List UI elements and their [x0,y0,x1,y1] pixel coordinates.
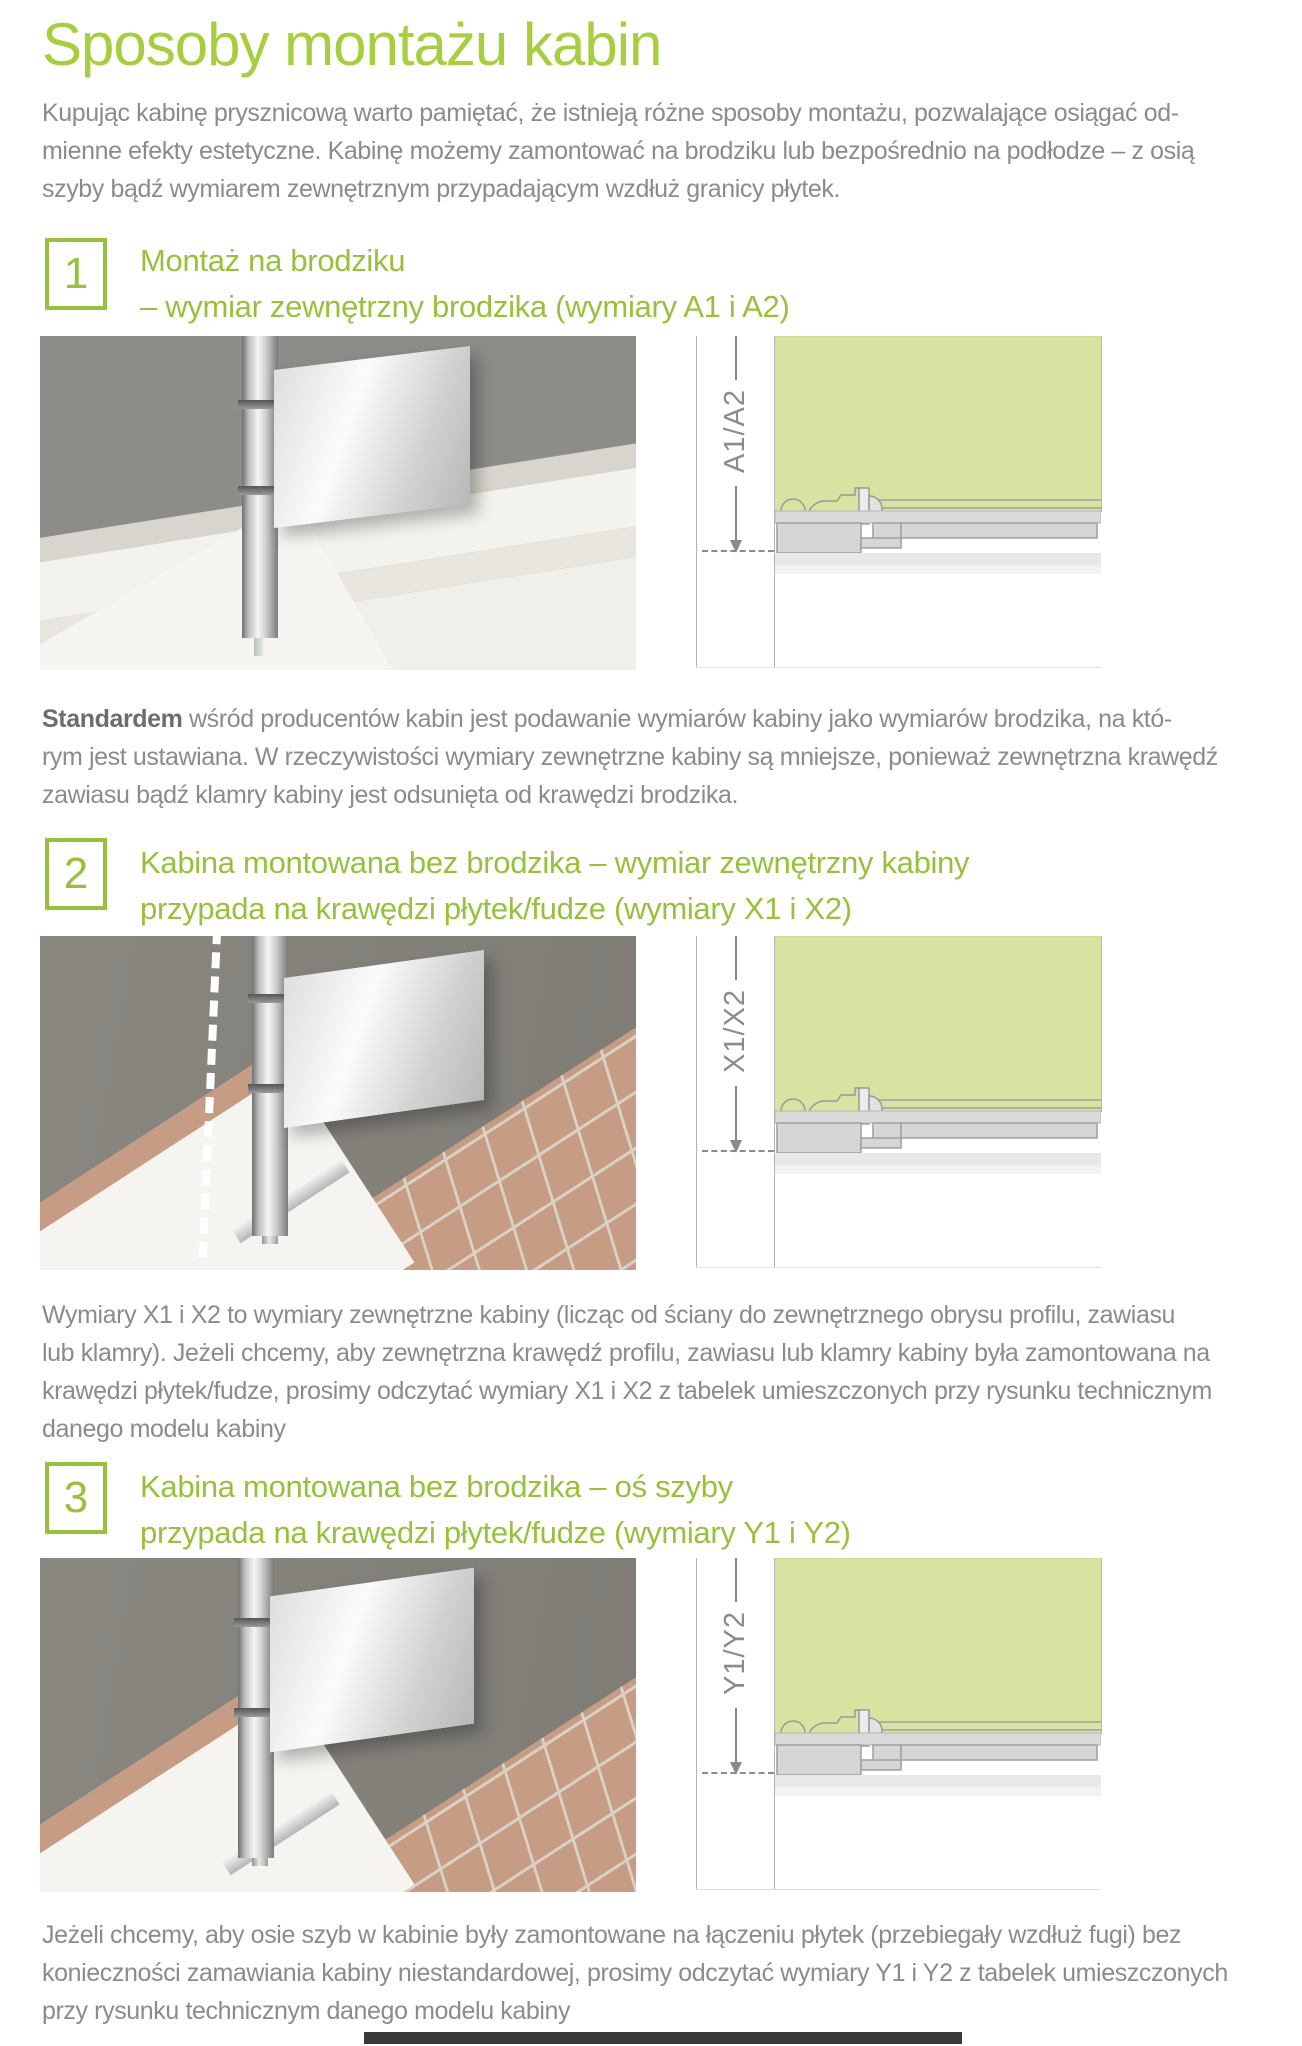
glass-clamp-plate-graphic [270,1568,474,1753]
section-3-images-row [0,1558,1302,1892]
paragraph-line: krawędzi płytek/fudze, prosimy odczytać wymiary X1 i X2 z tabelek umieszczonych przy rysunku technicznym [42,1377,1212,1405]
section-2-heading [140,840,969,932]
dashed-reference-line [702,550,774,552]
intro-paragraph [42,94,1282,208]
section-1-heading-line-1: Montaż na brodziku [140,243,406,278]
paragraph-line: wśród producentów kabin jest podawanie wymiarów kabiny jako wymiarów brodzika, na któ- [182,705,1172,733]
section-1-images-row [0,336,1302,670]
paragraph-line: Wymiary X1 i X2 to wymiary zewnętrzne kabiny (licząc od ściany do zewnętrznego obrysu profilu, zawiasu [42,1301,1176,1329]
dashed-reference-line [702,1150,774,1152]
section-1-number-box [45,238,107,310]
diagram-dimension-label: X1/X2 [719,989,751,1073]
glass-clamp-plate-graphic [284,950,484,1128]
standard-paragraph [42,700,1282,814]
section-2-number-box [45,838,107,910]
dimension-line [735,1086,737,1140]
diagram-tray-cross-section [696,336,1101,668]
dimension-line [735,1708,737,1762]
section-1-heading [140,238,789,330]
section-1-heading-line-2: – wymiar zewnętrzny brodzika (wymiary A1 i A2) [140,289,790,324]
profile-cross-section-graphic [775,1084,1101,1176]
x-dims-paragraph [42,1296,1282,1448]
section-3-number-box [45,1462,107,1534]
dashed-reference-line [702,1772,774,1774]
page-title: Sposoby montażu kabin [42,11,662,78]
section-3-heading-line-2: przypada na krawędzi płytek/fudze (wymiary Y1 i Y2) [140,1515,851,1550]
bold-lead: Standardem [42,705,183,733]
y-dims-paragraph [42,1916,1282,2030]
section-3-number: 3 [63,1473,89,1522]
intro-line: szyby bądź wymiarem zewnętrznym przypadającym wzdłuż granicy płytek. [42,175,841,203]
section-2-images-row [0,936,1302,1270]
section-2-heading-line-1: Kabina montowana bez brodzika – wymiar zewnętrzny kabiny [140,845,970,880]
footer-bar [364,2032,962,2044]
diagram-border-line [696,1558,697,1889]
profile-cross-section-graphic [775,484,1101,576]
diagram-border-line [696,936,697,1267]
photo-hinge-on-tray [40,336,636,670]
profile-cross-section-graphic [775,1706,1101,1798]
paragraph-line: zawiasu bądź klamry kabiny jest odsunięta od krawędzi brodzika. [42,781,738,809]
diagram-dimension-label: Y1/Y2 [719,1611,751,1695]
section-3-heading-line-1: Kabina montowana bez brodzika – oś szyby [140,1469,733,1504]
glass-clamp-plate-graphic [274,346,470,528]
paragraph-line: konieczności zamawiania kabiny niestandardowej, prosimy odczytać wymiary Y1 i Y2 z tabelek umieszczonych [42,1959,1228,1987]
section-1-number: 1 [63,249,89,298]
diagram-glass-axis-cross-section [696,1558,1101,1890]
paragraph-line: przy rysunku technicznym danego modelu kabiny [42,1997,571,2025]
section-2-number: 2 [63,849,89,898]
paragraph-line: rym jest ustawiana. W rzeczywistości wymiary zewnętrzne kabiny są mniejsze, ponieważ zewnętrzna krawędź [42,743,1218,771]
photo-hinge-on-tiles [40,1558,636,1892]
section-2-heading-line-2: przypada na krawędzi płytek/fudze (wymiary X1 i X2) [140,891,852,926]
diagram-dimension-label: A1/A2 [719,389,751,473]
paragraph-line: lub klamry). Jeżeli chcemy, aby zewnętrzna krawędź profilu, zawiasu lub klamry kabiny była zamontowana na [42,1339,1210,1367]
paragraph-line: danego modelu kabiny [42,1415,286,1443]
intro-line: mienne efekty estetyczne. Kabinę możemy zamontować na brodziku lub bezpośrednio na podłodze – z osią [42,137,1195,165]
diagram-border-line [696,336,697,667]
intro-line: Kupując kabinę prysznicową warto pamiętać, że istnieją różne sposoby montażu, pozwalające osiągać od- [42,99,1179,127]
dimension-line [735,486,737,540]
photo-hinge-on-tiles-with-axis [40,936,636,1270]
diagram-tile-cross-section [696,936,1101,1268]
section-3-heading [140,1464,851,1556]
paragraph-line: Jeżeli chcemy, aby osie szyb w kabinie były zamontowane na łączeniu płytek (przebiegały wzdłuż fugi) bez [42,1921,1182,1949]
